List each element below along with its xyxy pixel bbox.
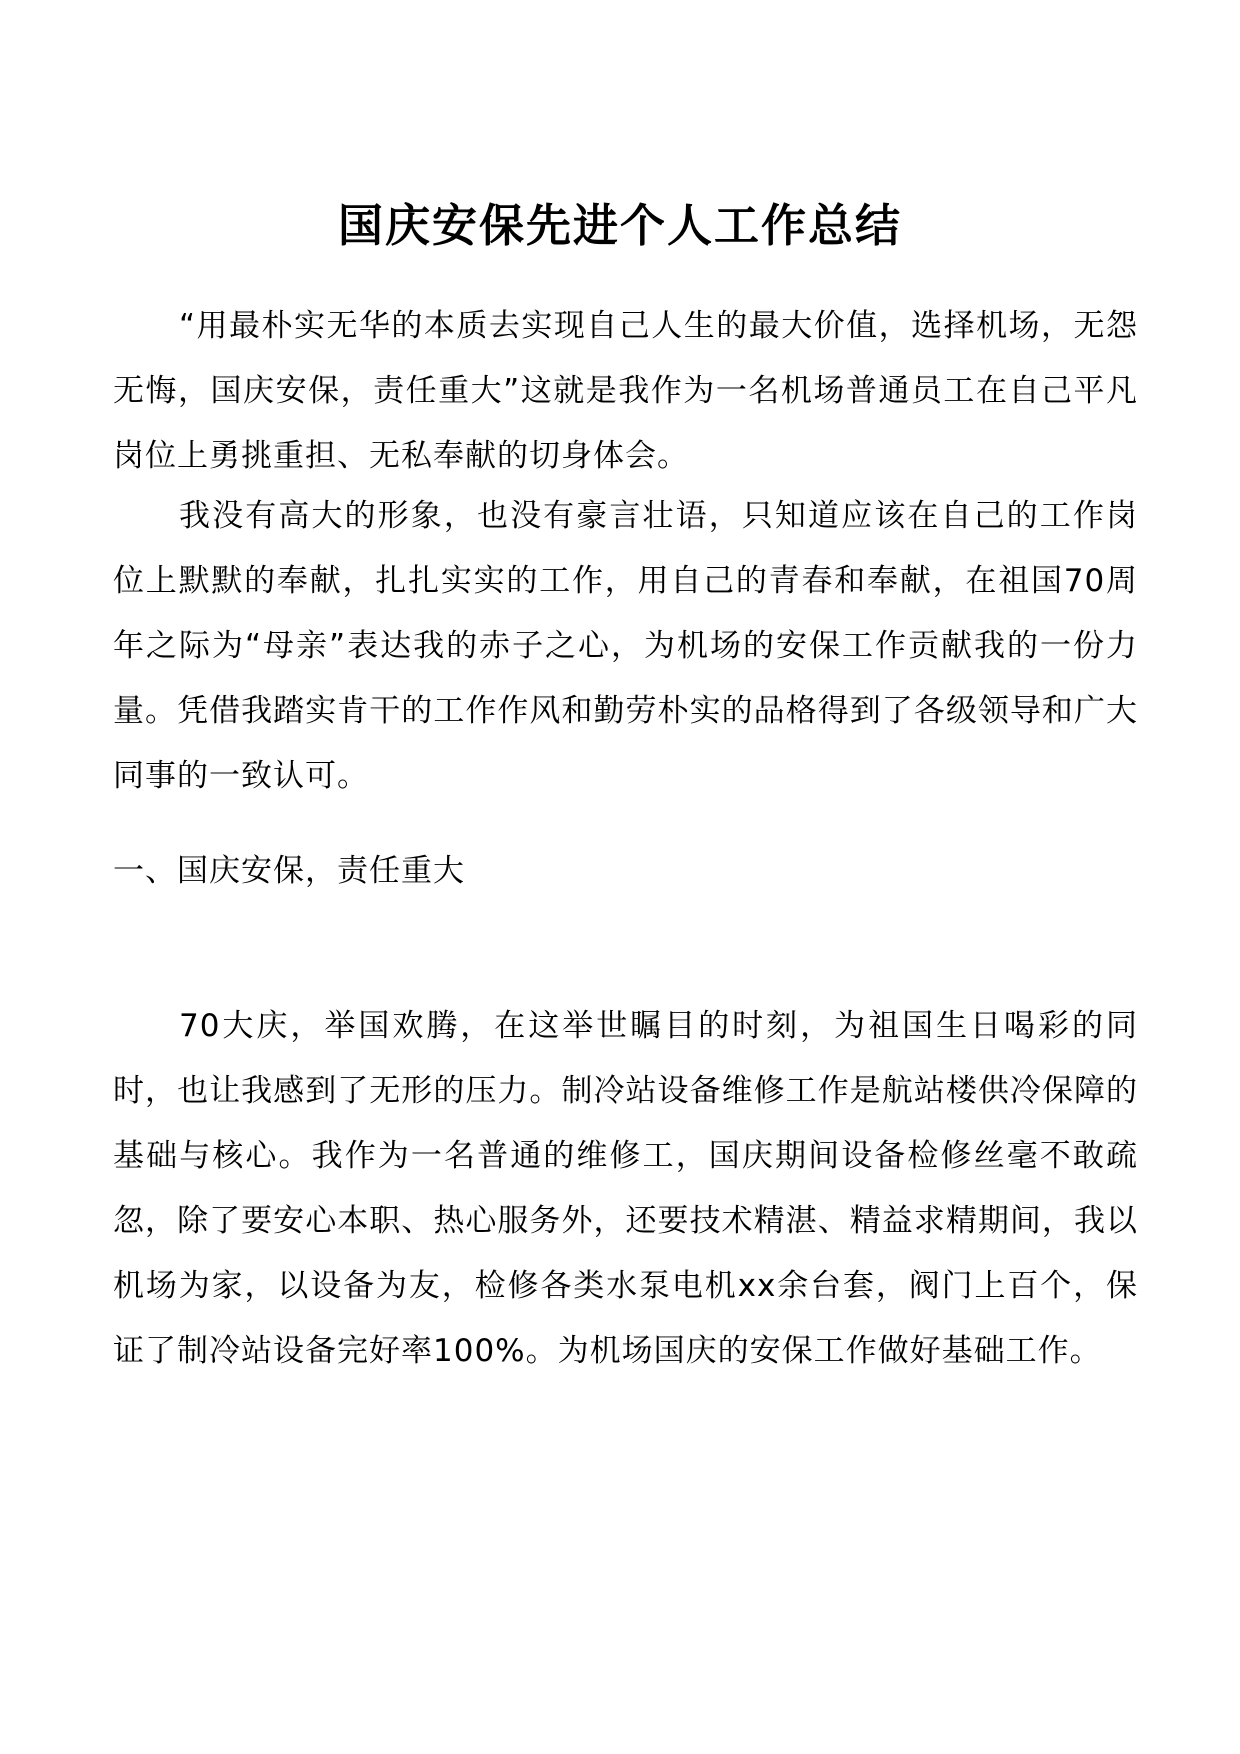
paragraph-intro: “用最朴实无华的本质去实现自己人生的最大价值，选择机场，无怨无悔，国庆安保，责任重大”这就是我作为一名机场普通员工在自己平凡岗位上勇挑重担、无私奉献的切身体会。 [113,308,1138,474]
paragraph-self-description: 我没有高大的形象，也没有豪言壮语，只知道应该在自己的工作岗位上默默的奉献，扎扎实实的工作，用自己的青春和奉献，在祖国70周年之际为“母亲”表达我的赤子之心，为机场的安保工作贡献我的一份力量。凭借我踏实肯干的工作作风和勤劳朴实的品格得到了各级领导和广大同事的一致认可。 [113,498,1138,794]
document-title: 国庆安保先进个人工作总结 [337,199,902,252]
paragraph-section-one: 70大庆，举国欢腾，在这举世瞩目的时刻，为祖国生日喝彩的同时，也让我感到了无形的压力。制冷站设备维修工作是航站楼供冷保障的基础与核心。我作为一名普通的维修工，国庆期间设备检修丝毫不敢疏忽，除了要安心本职、热心服务外，还要技术精湛、精益求精期间，我以机场为家，以设备为友，检修各类水泵电机xx余台套，阀门上百个，保证了制冷站设备完好率100%。为机场国庆的安保工作做好基础工作。 [113,1008,1138,1369]
section-heading: 一、国庆安保，责任重大 [113,853,465,889]
